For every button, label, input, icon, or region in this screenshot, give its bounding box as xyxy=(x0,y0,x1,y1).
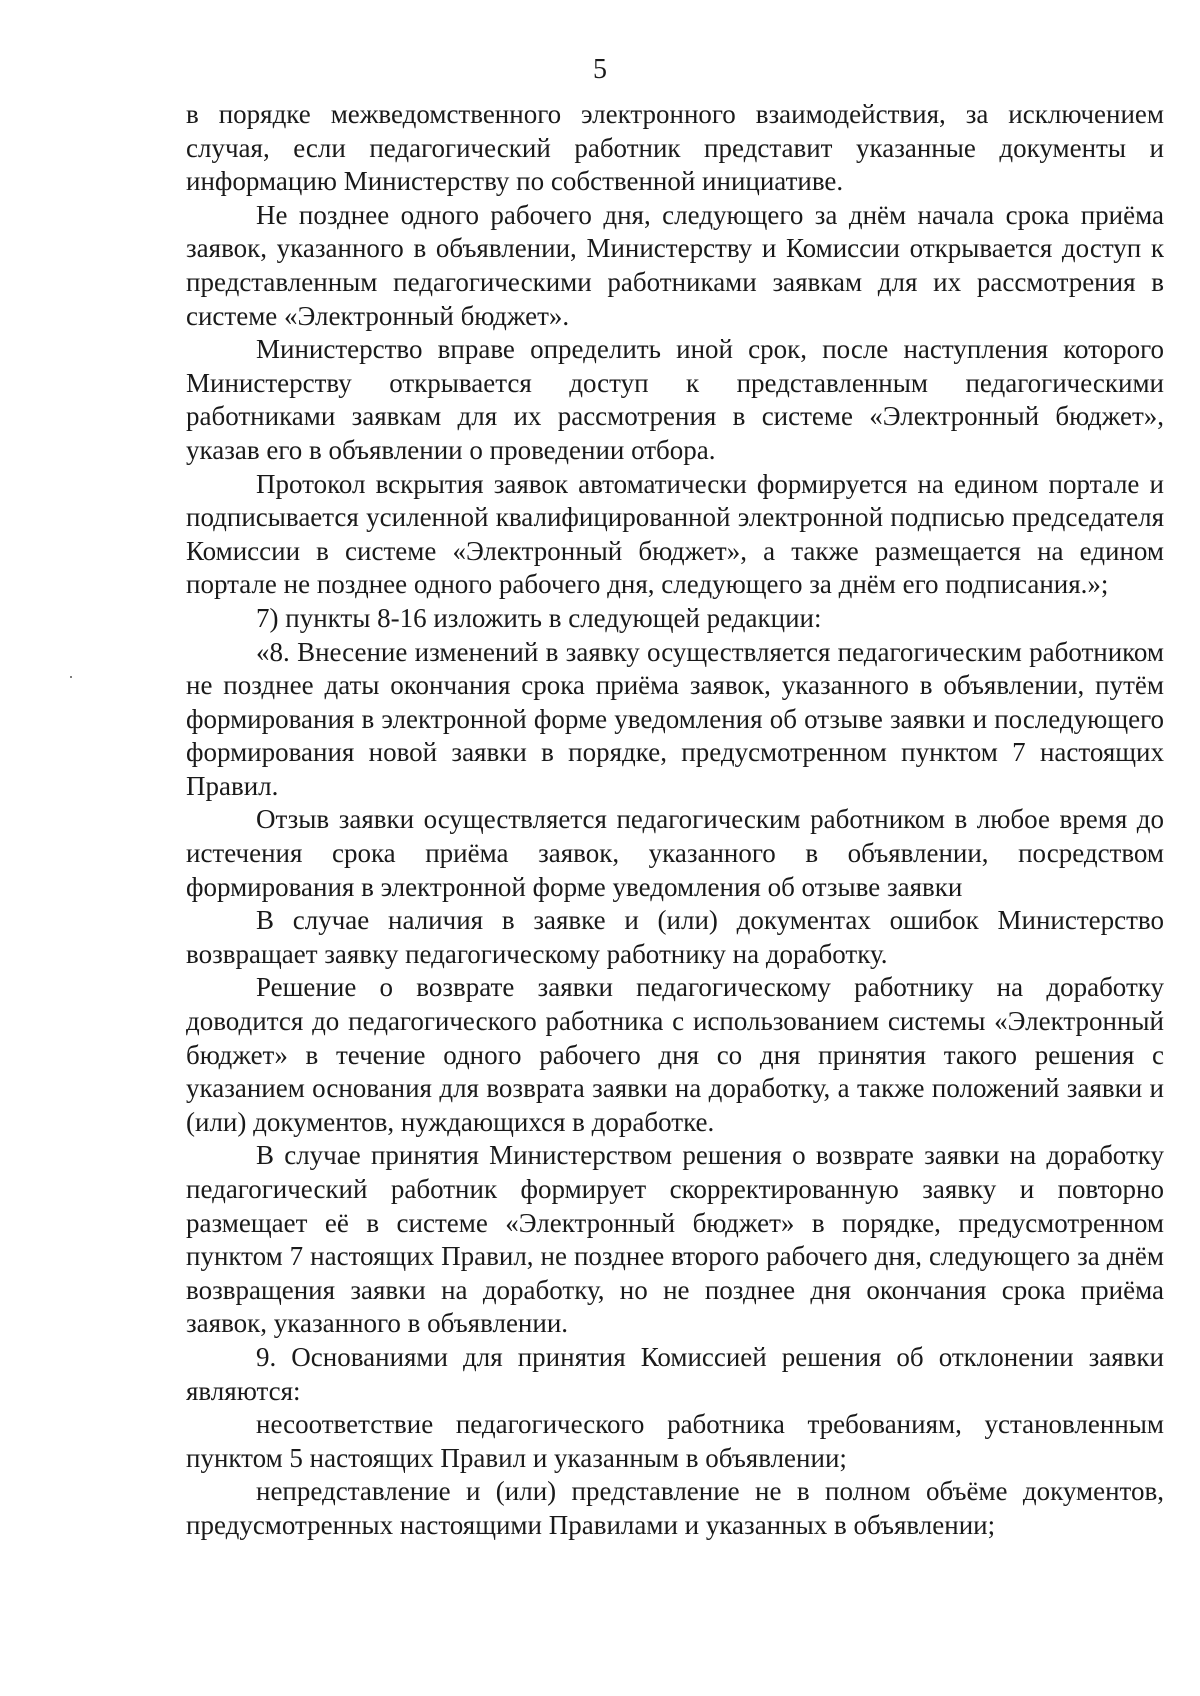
paragraph-3: Министерство вправе определить иной срок, после наступления которого Министерству открывается доступ к представленным педагогическими работниками заявкам для их рассмотрения в системе «Электронный бюджет», указав его в объявлении о проведении отбора. xyxy=(186,334,1164,465)
paragraph-13: непредставление и (или) представление не в полном объёме документов, предусмотренных настоящими Правилами и указанных в объявлении; xyxy=(186,1476,1164,1540)
paragraph-5: 7) пункты 8-16 изложить в следующей редакции: xyxy=(256,602,822,633)
paragraph-1: в порядке межведомственного электронного взаимодействия, за исключением случая, если педагогический работник представит указанные документы и информацию Министерству по собственной инициативе. xyxy=(186,99,1164,197)
paragraph-7: Отзыв заявки осуществляется педагогическим работником в любое время до истечения срока приёма заявок, указанного в объявлении, посредством формирования в электронной форме уведомления об отзыве заявки xyxy=(186,804,1164,902)
document-body xyxy=(186,98,1164,1543)
paragraph-6: «8. Внесение изменений в заявку осуществляется педагогическим работником не позднее даты окончания срока приёма заявок, указанного в объявлении, путём формирования в электронной форме уведомления об отзыве заявки и последующего формирования новой заявки в порядке, предусмотренном пунктом 7 настоящих Правил. xyxy=(186,636,1164,801)
paragraph-2: Не позднее одного рабочего дня, следующего за днём начала срока приёма заявок, указанного в объявлении, Министерству и Комиссии открывается доступ к представленным педагогическими работниками заявкам для их рассмотрения в системе «Электронный бюджет». xyxy=(186,199,1164,331)
paragraph-8: В случае наличия в заявке и (или) документах ошибок Министерство возвращает заявку педагогическому работнику на доработку. xyxy=(186,905,1164,969)
scan-speck xyxy=(70,676,72,678)
page-number: 5 xyxy=(593,54,607,85)
paragraph-4: Протокол вскрытия заявок автоматически формируется на едином портале и подписывается усиленной квалифицированной электронной подписью председателя Комиссии в системе «Электронный бюджет», а также размещается на едином портале не позднее одного рабочего дня, следующего за днём его подписания.»; xyxy=(186,468,1164,600)
paragraph-12: несоответствие педагогического работника требованиям, установленным пунктом 5 настоящих Правил и указанным в объявлении; xyxy=(186,1409,1164,1473)
paragraph-9: Решение о возврате заявки педагогическому работнику на доработку доводится до педагогического работника с использованием системы «Электронный бюджет» в течение одного рабочего дня со дня принятия такого решения с указанием основания для возврата заявки на доработку, а также положений заявки и (или) документов, нуждающихся в доработке. xyxy=(186,972,1164,1137)
paragraph-10: В случае принятия Министерством решения о возврате заявки на доработку педагогический работник формирует скорректированную заявку и повторно размещает её в системе «Электронный бюджет» в порядке, предусмотренном пунктом 7 настоящих Правил, не позднее второго рабочего дня, следующего за днём возвращения заявки на доработку, но не позднее дня окончания срока приёма заявок, указанного в объявлении. xyxy=(186,1140,1164,1339)
paragraph-11: 9. Основаниями для принятия Комиссией решения об отклонении заявки являются: xyxy=(186,1341,1164,1406)
